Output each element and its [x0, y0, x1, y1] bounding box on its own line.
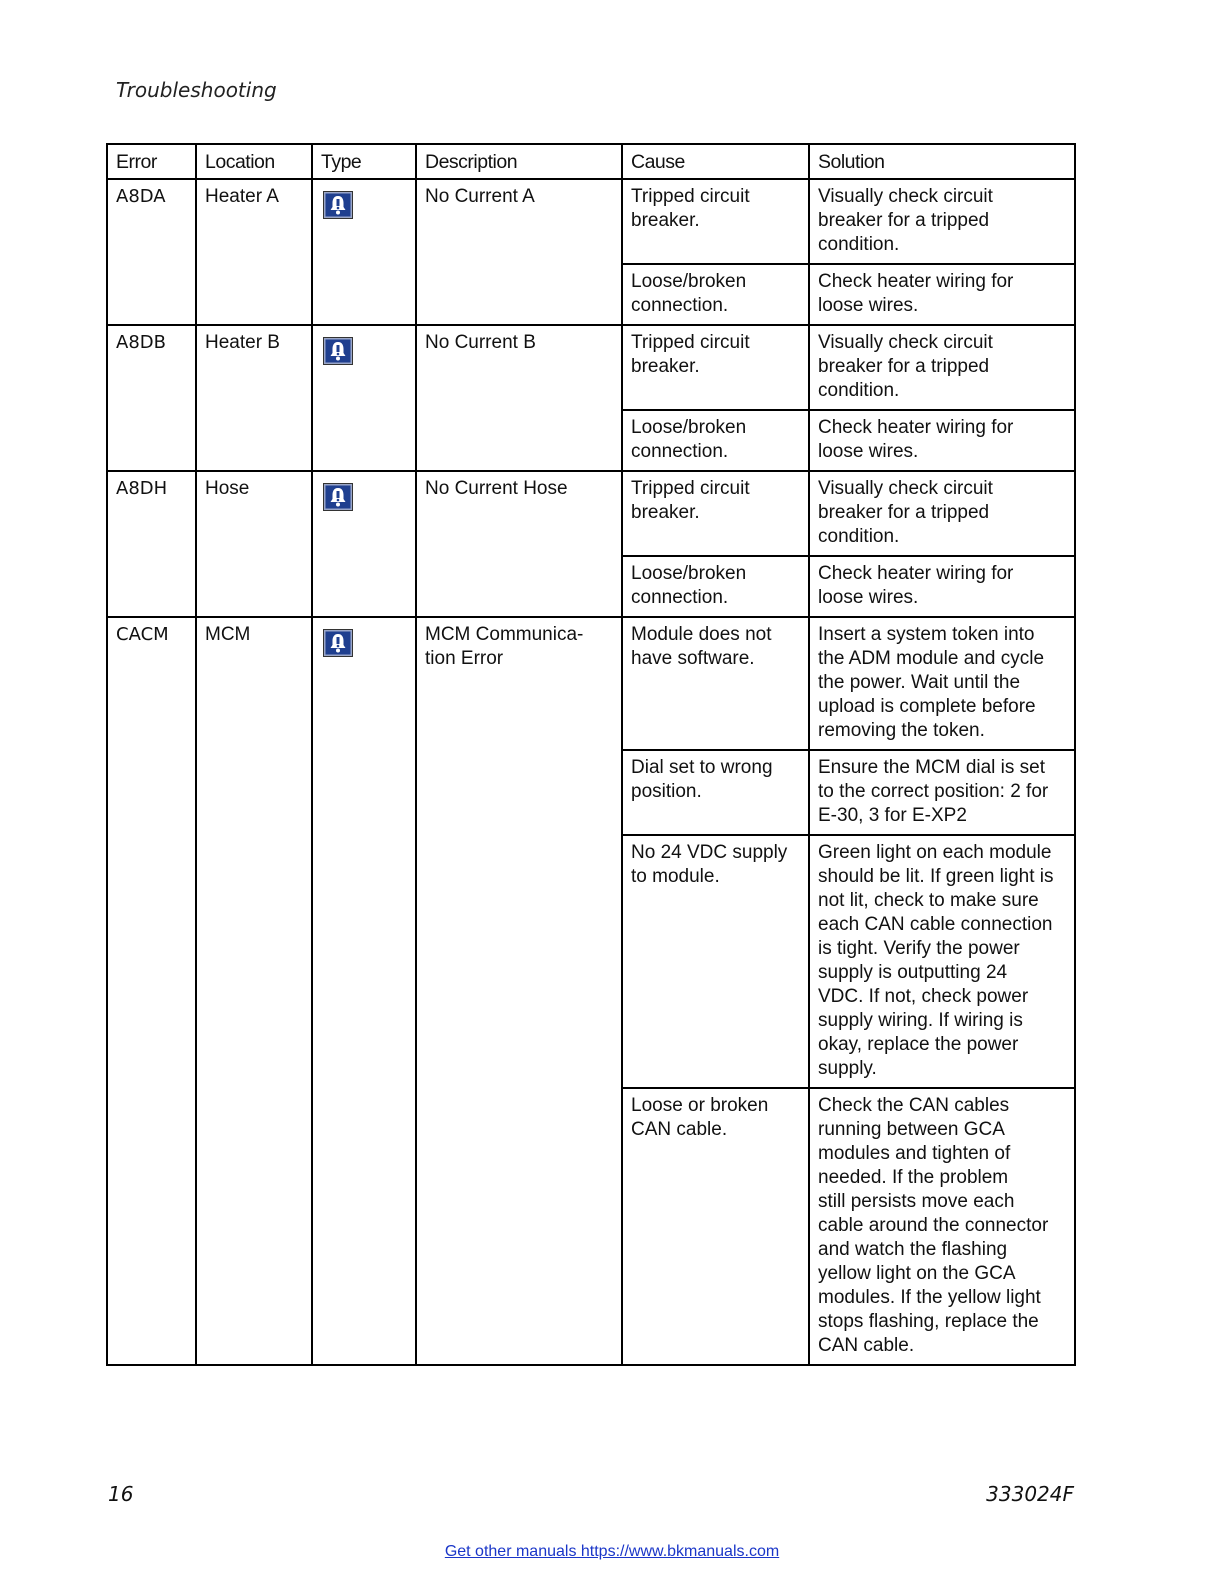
header-type: Type: [312, 144, 416, 179]
description: [416, 471, 622, 617]
cause-text: Loose/broken connection.: [631, 417, 747, 462]
alarm-bell-icon: [323, 191, 353, 219]
cause-text: Loose/broken connection.: [631, 563, 747, 608]
solution-text: Check heater wiring for loose wires.: [818, 563, 1014, 608]
header-description: Description: [416, 144, 622, 179]
solution: [809, 325, 1075, 410]
error-code-text: A8DA: [116, 186, 166, 207]
solution-text: Check heater wiring for loose wires.: [818, 417, 1014, 462]
header-solution: Solution: [809, 144, 1075, 179]
cause-text: No 24 VDC supply to module.: [631, 842, 788, 887]
solution-text: Check heater wiring for loose wires.: [818, 271, 1014, 316]
header-error: Error: [107, 144, 196, 179]
error-code-text: A8DH: [116, 478, 168, 499]
cause-text: Dial set to wrong position.: [631, 757, 773, 802]
header-location: Location: [196, 144, 312, 179]
description: [416, 179, 622, 325]
manuals-link[interactable]: Get other manuals https://www.bkmanuals.com: [444, 1543, 780, 1560]
solution: [809, 179, 1075, 264]
alarm-bell-icon: [323, 483, 353, 511]
troubleshooting-table: [106, 143, 1076, 1366]
solution: [809, 750, 1075, 835]
table-row: [107, 325, 1075, 410]
error-code: [107, 471, 196, 617]
table-row: [107, 179, 1075, 264]
document-number: 333024F: [986, 1482, 1074, 1506]
error-code: [107, 325, 196, 471]
solution: [809, 471, 1075, 556]
solution-text: Green light on each module should be lit. If green light is not lit, check to make sure each CAN cable connection is tight. Verify the power supply is outputting 24 VDC. If not, check power supply wiring. If wiring is okay, replace the power supply.: [818, 842, 1054, 1079]
location-text: Heater B: [205, 332, 280, 353]
alarm-bell-icon: [323, 629, 353, 657]
cause: [622, 471, 809, 556]
section-title: Troubleshooting: [116, 78, 277, 102]
table-row: [107, 617, 1075, 750]
alarm-bell-icon: [323, 337, 353, 365]
solution-text: Visually check circuit breaker for a tripped condition.: [818, 478, 993, 547]
location: [196, 179, 312, 325]
solution-text: Insert a system token into the ADM module and cycle the power. Wait until the upload is complete before removing the token.: [818, 624, 1045, 741]
solution: [809, 556, 1075, 617]
location: [196, 471, 312, 617]
cause: [622, 325, 809, 410]
error-code-text: CACM: [116, 624, 169, 645]
cause: [622, 835, 809, 1088]
description-text: No Current Hose: [425, 478, 568, 499]
description-text: No Current A: [425, 186, 535, 207]
error-code-text: A8DB: [116, 332, 166, 353]
location-text: MCM: [205, 624, 251, 645]
solution: [809, 264, 1075, 325]
cause: [622, 410, 809, 471]
page-number: 16: [108, 1482, 134, 1506]
cause: [622, 179, 809, 264]
solution-text: Ensure the MCM dial is set to the correct position: 2 for E-30, 3 for E-XP2: [818, 757, 1049, 826]
location: [196, 325, 312, 471]
cause-text: Tripped circuit breaker.: [631, 186, 750, 231]
description-text: No Current B: [425, 332, 536, 353]
description-text: MCM Communica- tion Error: [425, 624, 584, 669]
error-code: [107, 179, 196, 325]
header-cause: Cause: [622, 144, 809, 179]
cause: [622, 264, 809, 325]
cause: [622, 617, 809, 750]
error-code: [107, 617, 196, 1365]
type-cell: [312, 179, 416, 325]
cause-text: Loose/broken connection.: [631, 271, 747, 316]
location-text: Heater A: [205, 186, 279, 207]
cause-text: Tripped circuit breaker.: [631, 478, 750, 523]
solution: [809, 410, 1075, 471]
solution-text: Visually check circuit breaker for a tripped condition.: [818, 186, 993, 255]
solution-text: Check the CAN cables running between GCA modules and tighten of needed. If the problem still persists move each cable around the connector and watch the flashing yellow light on the GCA modules. If the yellow light stops flashing, replace the CAN cable.: [818, 1095, 1049, 1356]
solution: [809, 617, 1075, 750]
cause-text: Module does not have software.: [631, 624, 772, 669]
table-row: [107, 471, 1075, 556]
type-cell: [312, 325, 416, 471]
table-header-row: [107, 144, 1075, 179]
description: [416, 325, 622, 471]
type-cell: [312, 471, 416, 617]
solution: [809, 1088, 1075, 1365]
cause-text: Tripped circuit breaker.: [631, 332, 750, 377]
solution: [809, 835, 1075, 1088]
location-text: Hose: [205, 478, 250, 499]
type-cell: [312, 617, 416, 1365]
cause: [622, 1088, 809, 1365]
location: [196, 617, 312, 1365]
cause: [622, 750, 809, 835]
cause-text: Loose or broken CAN cable.: [631, 1095, 769, 1140]
solution-text: Visually check circuit breaker for a tripped condition.: [818, 332, 993, 401]
cause: [622, 556, 809, 617]
description: [416, 617, 622, 1365]
